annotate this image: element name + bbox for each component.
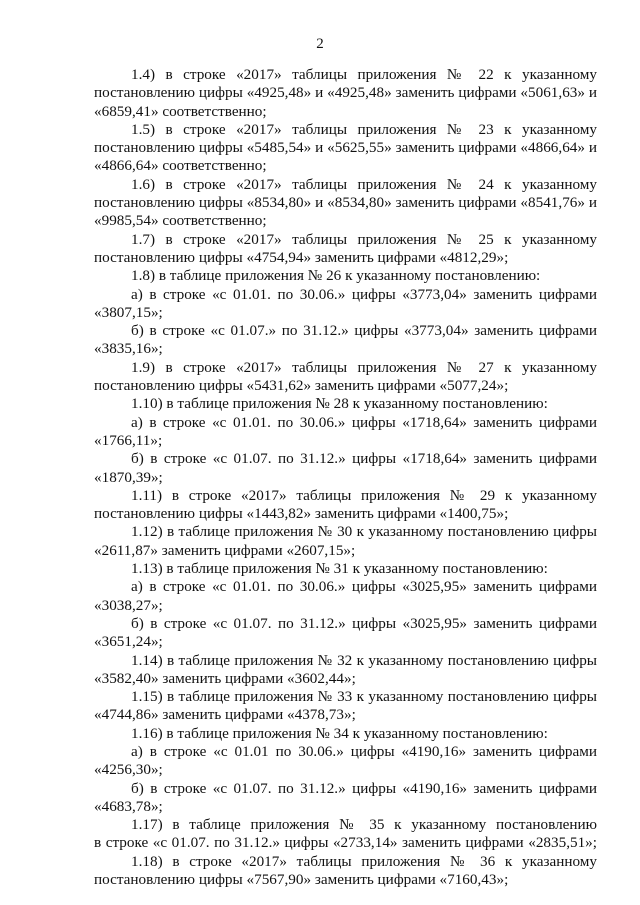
text-line: «4866,64» соответственно; xyxy=(94,157,267,175)
text-line: 1.7) в строке «2017» таблицы приложения № 25 к указанному xyxy=(131,230,597,248)
text-line: 1.8) в таблице приложения № 26 к указанному постановлению: xyxy=(131,267,541,285)
text-line: 1.18) в строке «2017» таблицы приложения № 36 к указанному xyxy=(131,852,597,870)
text-line: 1.14) в таблице приложения № 32 к указанному постановлению цифры xyxy=(131,651,597,669)
text-line: б) в строке «с 01.07. по 31.12.» цифры «3025,95» заменить цифрами xyxy=(131,614,597,632)
text-line: 1.12) в таблице приложения № 30 к указанному постановлению цифры xyxy=(131,523,597,541)
text-line: «6859,41» соответственно; xyxy=(94,102,267,120)
text-line: 1.4) в строке «2017» таблицы приложения № 22 к указанному xyxy=(131,66,597,83)
text-line: в строке «с 01.07. по 31.12.» цифры «2733,14» заменить цифрами «2835,51»; xyxy=(94,834,597,852)
text-line: «3807,15»; xyxy=(94,303,163,321)
page-number: 2 xyxy=(316,36,324,52)
text-line: постановлению цифры «7567,90» заменить цифрами «7160,43»; xyxy=(94,871,509,889)
text-line: 1.9) в строке «2017» таблицы приложения № 27 к указанному xyxy=(131,358,597,376)
text-line: 1.11) в строке «2017» таблицы приложения № 29 к указанному xyxy=(131,486,597,504)
text-line: постановлению цифры «4754,94» заменить цифрами «4812,29»; xyxy=(94,248,509,266)
text-line: 1.6) в строке «2017» таблицы приложения № 24 к указанному xyxy=(131,175,597,193)
text-line: постановлению цифры «5485,54» и «5625,55» заменить цифрами «4866,64» и xyxy=(94,139,597,157)
text-line: «1870,39»; xyxy=(94,468,163,486)
text-line: 1.10) в таблице приложения № 28 к указанному постановлению: xyxy=(131,395,548,413)
text-line: 1.17) в таблице приложения № 35 к указанному постановлению xyxy=(131,816,597,834)
text-line: а) в строке «с 01.01. по 30.06.» цифры «3025,95» заменить цифрами xyxy=(131,578,597,596)
text-line: «2611,87» заменить цифрами «2607,15»; xyxy=(94,541,356,559)
text-line: а) в строке «с 01.01. по 30.06.» цифры «3773,04» заменить цифрами xyxy=(131,285,597,303)
text-line: 1.5) в строке «2017» таблицы приложения № 23 к указанному xyxy=(131,120,597,138)
text-line: а) в строке «с 01.01. по 30.06.» цифры «1718,64» заменить цифрами xyxy=(131,413,597,431)
text-line: «3582,40» заменить цифрами «3602,44»; xyxy=(94,669,356,687)
document-body xyxy=(94,66,597,889)
text-line: «3038,27»; xyxy=(94,596,163,614)
text-line: постановлению цифры «1443,82» заменить цифрами «1400,75»; xyxy=(94,505,509,523)
text-line: постановлению цифры «8534,80» и «8534,80» заменить цифрами «8541,76» и xyxy=(94,194,597,212)
text-line: «4683,78»; xyxy=(94,797,163,815)
text-line: «9985,54» соответственно; xyxy=(94,212,267,230)
text-line: постановлению цифры «5431,62» заменить цифрами «5077,24»; xyxy=(94,377,509,395)
text-line: а) в строке «с 01.01 по 30.06.» цифры «4190,16» заменить цифрами xyxy=(131,742,597,760)
text-line: «1766,11»; xyxy=(94,431,163,449)
text-line: 1.15) в таблице приложения № 33 к указанному постановлению цифры xyxy=(131,688,597,706)
text-line: «3651,24»; xyxy=(94,633,163,651)
text-line: б) в строке «с 01.07.» по 31.12.» цифры «3773,04» заменить цифрами xyxy=(131,322,597,340)
text-line: постановлению цифры «4925,48» и «4925,48» заменить цифрами «5061,63» и xyxy=(94,84,597,102)
text-line: «4744,86» заменить цифрами «4378,73»; xyxy=(94,706,356,724)
text-line: б) в строке «с 01.07. по 31.12.» цифры «4190,16» заменить цифрами xyxy=(131,779,597,797)
text-line: 1.16) в таблице приложения № 34 к указанному постановлению: xyxy=(131,724,548,742)
text-line: б) в строке «с 01.07. по 31.12.» цифры «1718,64» заменить цифрами xyxy=(131,450,597,468)
text-line: «3835,16»; xyxy=(94,340,163,358)
text-line: 1.13) в таблице приложения № 31 к указанному постановлению: xyxy=(131,560,548,578)
text-line: «4256,30»; xyxy=(94,761,163,779)
